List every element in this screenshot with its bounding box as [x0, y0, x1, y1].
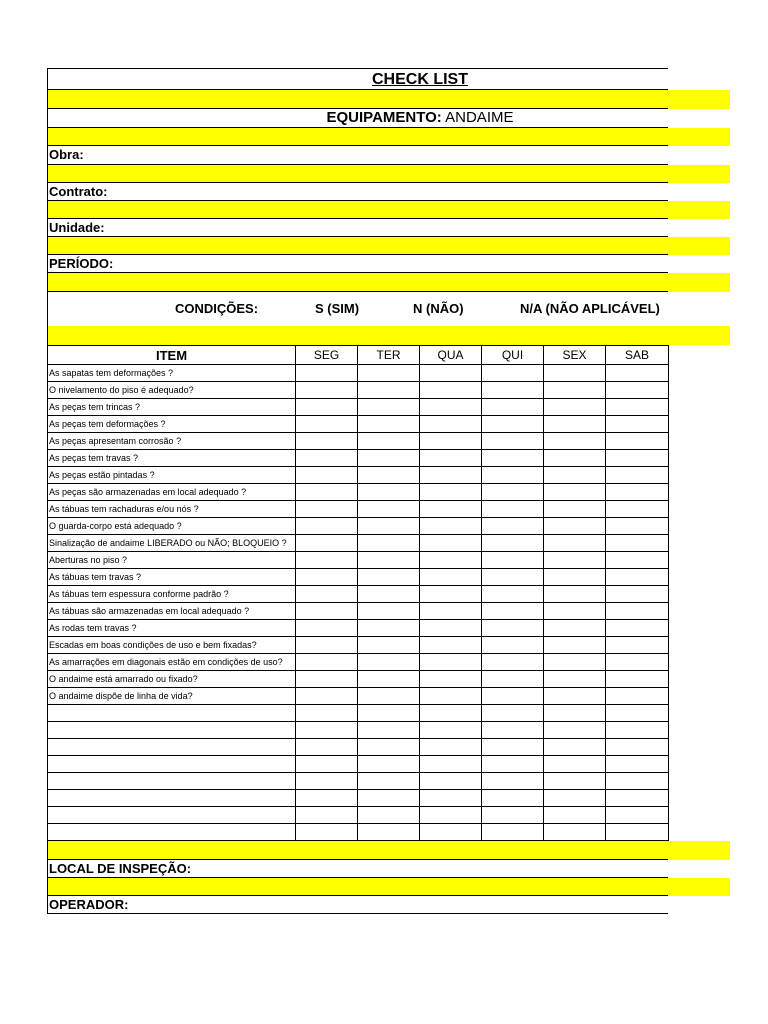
check-cell-qui[interactable] [482, 824, 544, 841]
table-row [48, 399, 669, 416]
check-cell-ter[interactable] [358, 620, 420, 637]
check-cell-ter[interactable] [358, 484, 420, 501]
check-cell-sab[interactable] [606, 807, 669, 824]
check-cell-seg[interactable] [296, 450, 358, 467]
table-row [48, 756, 669, 773]
check-cell-sab[interactable] [606, 467, 669, 484]
check-cell-ter[interactable] [358, 756, 420, 773]
unidade-field[interactable] [47, 219, 668, 237]
table-row [48, 688, 669, 705]
check-cell-qui[interactable] [482, 603, 544, 620]
item-question: As tábuas tem travas ? [48, 569, 296, 586]
condition-sim: S (SIM) [315, 301, 360, 316]
check-cell-qua[interactable] [420, 518, 482, 535]
check-cell-sab[interactable] [606, 824, 669, 841]
check-cell-qua[interactable] [420, 620, 482, 637]
yellow-band [47, 201, 730, 219]
table-row [48, 382, 669, 399]
check-cell-sex[interactable] [544, 671, 606, 688]
check-cell-seg[interactable] [296, 637, 358, 654]
check-cell-qui[interactable] [482, 773, 544, 790]
check-cell-ter[interactable] [358, 450, 420, 467]
check-cell-sab[interactable] [606, 722, 669, 739]
condition-na: N/A (NÃO APLICÁVEL) [520, 301, 660, 316]
table-row [48, 705, 669, 722]
check-cell-qua[interactable] [420, 569, 482, 586]
item-question: As peças tem trincas ? [48, 399, 296, 416]
table-row [48, 637, 669, 654]
check-cell-qua[interactable] [420, 535, 482, 552]
item-question [48, 824, 296, 841]
check-cell-sab[interactable] [606, 790, 669, 807]
table-row [48, 671, 669, 688]
check-cell-qua[interactable] [420, 501, 482, 518]
table-row [48, 501, 669, 518]
check-cell-ter[interactable] [358, 365, 420, 382]
obra-label: Obra: [49, 147, 84, 162]
table-row [48, 518, 669, 535]
check-cell-sab[interactable] [606, 705, 669, 722]
check-cell-qua[interactable] [420, 586, 482, 603]
check-cell-seg[interactable] [296, 824, 358, 841]
check-cell-sab[interactable] [606, 586, 669, 603]
check-cell-qua[interactable] [420, 416, 482, 433]
check-cell-seg[interactable] [296, 382, 358, 399]
check-cell-sab[interactable] [606, 620, 669, 637]
check-cell-qua[interactable] [420, 671, 482, 688]
item-question [48, 756, 296, 773]
local-inspecao-field[interactable] [47, 860, 668, 878]
check-cell-seg[interactable] [296, 552, 358, 569]
check-cell-sex[interactable] [544, 773, 606, 790]
check-cell-qua[interactable] [420, 824, 482, 841]
check-cell-qui[interactable] [482, 671, 544, 688]
column-header-ter: TER [358, 346, 420, 365]
column-header-seg: SEG [296, 346, 358, 365]
check-cell-seg[interactable] [296, 586, 358, 603]
check-cell-sab[interactable] [606, 399, 669, 416]
item-question: O nivelamento do piso é adequado? [48, 382, 296, 399]
check-cell-sex[interactable] [544, 365, 606, 382]
check-cell-qui[interactable] [482, 688, 544, 705]
check-cell-qua[interactable] [420, 637, 482, 654]
check-cell-qua[interactable] [420, 552, 482, 569]
check-cell-ter[interactable] [358, 824, 420, 841]
table-row [48, 365, 669, 382]
check-cell-sab[interactable] [606, 603, 669, 620]
yellow-band [47, 878, 730, 896]
check-cell-qui[interactable] [482, 433, 544, 450]
item-question: Aberturas no piso ? [48, 552, 296, 569]
check-cell-sex[interactable] [544, 688, 606, 705]
table-row [48, 467, 669, 484]
check-cell-ter[interactable] [358, 790, 420, 807]
check-cell-qua[interactable] [420, 773, 482, 790]
item-question [48, 705, 296, 722]
check-cell-seg[interactable] [296, 484, 358, 501]
check-cell-seg[interactable] [296, 433, 358, 450]
check-cell-seg[interactable] [296, 603, 358, 620]
column-header-sab: SAB [606, 346, 669, 365]
check-cell-seg[interactable] [296, 739, 358, 756]
table-row [48, 535, 669, 552]
yellow-band [47, 128, 730, 146]
operador-field[interactable] [47, 896, 668, 914]
check-cell-sab[interactable] [606, 433, 669, 450]
check-cell-qua[interactable] [420, 807, 482, 824]
check-cell-qui[interactable] [482, 399, 544, 416]
check-cell-sex[interactable] [544, 637, 606, 654]
check-cell-sex[interactable] [544, 450, 606, 467]
check-cell-sab[interactable] [606, 773, 669, 790]
check-cell-qui[interactable] [482, 501, 544, 518]
check-cell-qui[interactable] [482, 365, 544, 382]
yellow-band [47, 165, 730, 183]
check-cell-sab[interactable] [606, 552, 669, 569]
check-cell-qua[interactable] [420, 365, 482, 382]
condition-nao: N (NÃO) [413, 301, 464, 316]
check-cell-qua[interactable] [420, 467, 482, 484]
check-cell-sab[interactable] [606, 518, 669, 535]
item-question: As peças tem travas ? [48, 450, 296, 467]
check-cell-ter[interactable] [358, 671, 420, 688]
check-cell-ter[interactable] [358, 518, 420, 535]
check-cell-seg[interactable] [296, 705, 358, 722]
check-cell-ter[interactable] [358, 603, 420, 620]
check-cell-ter[interactable] [358, 722, 420, 739]
check-cell-seg[interactable] [296, 501, 358, 518]
table-row [48, 416, 669, 433]
check-cell-qui[interactable] [482, 722, 544, 739]
check-cell-sex[interactable] [544, 382, 606, 399]
check-cell-sex[interactable] [544, 552, 606, 569]
item-question [48, 807, 296, 824]
check-cell-sab[interactable] [606, 382, 669, 399]
contrato-label: Contrato: [49, 184, 108, 199]
yellow-band [47, 273, 730, 292]
check-cell-qua[interactable] [420, 756, 482, 773]
check-cell-sab[interactable] [606, 501, 669, 518]
check-cell-seg[interactable] [296, 416, 358, 433]
item-question: As peças estão pintadas ? [48, 467, 296, 484]
check-cell-seg[interactable] [296, 569, 358, 586]
column-header-item: ITEM [48, 346, 296, 365]
check-cell-qui[interactable] [482, 382, 544, 399]
check-cell-qui[interactable] [482, 518, 544, 535]
column-header-qua: QUA [420, 346, 482, 365]
item-question [48, 790, 296, 807]
checklist-sheet [47, 68, 730, 914]
item-question: O guarda-corpo está adequado ? [48, 518, 296, 535]
check-cell-ter[interactable] [358, 807, 420, 824]
check-cell-ter[interactable] [358, 501, 420, 518]
check-cell-qua[interactable] [420, 722, 482, 739]
check-cell-ter[interactable] [358, 739, 420, 756]
item-question: As amarrações em diagonais estão em condições de uso? [48, 654, 296, 671]
checklist-title-row [47, 68, 668, 90]
check-cell-seg[interactable] [296, 773, 358, 790]
item-question: O andaime dispõe de linha de vida? [48, 688, 296, 705]
check-cell-sex[interactable] [544, 467, 606, 484]
check-cell-seg[interactable] [296, 467, 358, 484]
item-question [48, 739, 296, 756]
periodo-field[interactable] [47, 255, 668, 273]
check-cell-sex[interactable] [544, 518, 606, 535]
check-cell-ter[interactable] [358, 705, 420, 722]
check-cell-ter[interactable] [358, 382, 420, 399]
column-header-sex: SEX [544, 346, 606, 365]
check-cell-qua[interactable] [420, 382, 482, 399]
check-cell-sex[interactable] [544, 739, 606, 756]
check-cell-sab[interactable] [606, 671, 669, 688]
table-row [48, 552, 669, 569]
table-row [48, 824, 669, 841]
table-header [48, 346, 669, 365]
table-row [48, 586, 669, 603]
check-cell-sex[interactable] [544, 501, 606, 518]
check-cell-ter[interactable] [358, 552, 420, 569]
table-row [48, 790, 669, 807]
item-question: As tábuas tem espessura conforme padrão ? [48, 586, 296, 603]
check-cell-ter[interactable] [358, 569, 420, 586]
item-question: As peças tem deformações ? [48, 416, 296, 433]
periodo-label: PERÍODO: [49, 256, 114, 271]
check-cell-qui[interactable] [482, 569, 544, 586]
item-question: Escadas em boas condições de uso e bem fixadas? [48, 637, 296, 654]
check-cell-sex[interactable] [544, 756, 606, 773]
page-title: CHECK LIST [372, 71, 468, 88]
check-cell-seg[interactable] [296, 688, 358, 705]
check-cell-sab[interactable] [606, 637, 669, 654]
table-row [48, 654, 669, 671]
check-cell-sab[interactable] [606, 569, 669, 586]
check-cell-seg[interactable] [296, 756, 358, 773]
item-question: As rodas tem travas ? [48, 620, 296, 637]
item-question: Sinalização de andaime LIBERADO ou NÃO; BLOQUEIO ? [48, 535, 296, 552]
check-cell-ter[interactable] [358, 654, 420, 671]
check-cell-qua[interactable] [420, 484, 482, 501]
item-question: As tábuas são armazenadas em local adequado ? [48, 603, 296, 620]
check-cell-qui[interactable] [482, 467, 544, 484]
check-cell-seg[interactable] [296, 365, 358, 382]
obra-field[interactable] [47, 146, 668, 165]
equipment-label: EQUIPAMENTO: [326, 109, 442, 126]
check-cell-qua[interactable] [420, 654, 482, 671]
check-cell-sab[interactable] [606, 535, 669, 552]
check-cell-sab[interactable] [606, 756, 669, 773]
check-cell-qua[interactable] [420, 705, 482, 722]
operador-label: OPERADOR: [49, 897, 129, 912]
check-cell-sex[interactable] [544, 722, 606, 739]
item-question: As tábuas tem rachaduras e/ou nós ? [48, 501, 296, 518]
conditions-legend [47, 292, 668, 326]
check-cell-sab[interactable] [606, 416, 669, 433]
check-cell-seg[interactable] [296, 654, 358, 671]
check-cell-qua[interactable] [420, 790, 482, 807]
check-cell-qui[interactable] [482, 807, 544, 824]
table-row [48, 739, 669, 756]
check-cell-ter[interactable] [358, 535, 420, 552]
column-header-qui: QUI [482, 346, 544, 365]
table-row [48, 620, 669, 637]
check-cell-sex[interactable] [544, 569, 606, 586]
item-question: As peças apresentam corrosão ? [48, 433, 296, 450]
check-cell-qua[interactable] [420, 603, 482, 620]
check-cell-seg[interactable] [296, 671, 358, 688]
check-cell-sex[interactable] [544, 433, 606, 450]
check-cell-seg[interactable] [296, 518, 358, 535]
check-cell-ter[interactable] [358, 433, 420, 450]
check-cell-seg[interactable] [296, 399, 358, 416]
check-cell-sab[interactable] [606, 365, 669, 382]
table-row [48, 722, 669, 739]
check-cell-sab[interactable] [606, 450, 669, 467]
check-cell-sab[interactable] [606, 484, 669, 501]
check-cell-qui[interactable] [482, 637, 544, 654]
equipment-row [47, 109, 668, 128]
check-cell-qui[interactable] [482, 756, 544, 773]
check-cell-seg[interactable] [296, 722, 358, 739]
check-cell-ter[interactable] [358, 399, 420, 416]
yellow-band [47, 237, 730, 255]
yellow-band [47, 90, 730, 109]
check-cell-qui[interactable] [482, 552, 544, 569]
contrato-field[interactable] [47, 183, 668, 201]
check-cell-sex[interactable] [544, 484, 606, 501]
check-cell-ter[interactable] [358, 688, 420, 705]
item-question: O andaime está amarrado ou fixado? [48, 671, 296, 688]
table-row [48, 807, 669, 824]
check-cell-ter[interactable] [358, 586, 420, 603]
check-cell-sex[interactable] [544, 620, 606, 637]
check-cell-qui[interactable] [482, 586, 544, 603]
check-cell-qui[interactable] [482, 739, 544, 756]
check-cell-sex[interactable] [544, 399, 606, 416]
check-cell-ter[interactable] [358, 637, 420, 654]
check-cell-qua[interactable] [420, 399, 482, 416]
check-cell-sex[interactable] [544, 535, 606, 552]
check-cell-seg[interactable] [296, 535, 358, 552]
conditions-label: CONDIÇÕES: [175, 301, 259, 316]
item-question: As peças são armazenadas em local adequado ? [48, 484, 296, 501]
check-cell-sex[interactable] [544, 416, 606, 433]
check-cell-qui[interactable] [482, 654, 544, 671]
check-cell-qua[interactable] [420, 450, 482, 467]
check-cell-qui[interactable] [482, 790, 544, 807]
checklist-table [47, 345, 669, 841]
table-row [48, 484, 669, 501]
check-cell-qui[interactable] [482, 620, 544, 637]
equipment-value: ANDAIME [445, 109, 514, 126]
check-cell-sex[interactable] [544, 705, 606, 722]
item-question [48, 722, 296, 739]
table-row [48, 433, 669, 450]
check-cell-qui[interactable] [482, 484, 544, 501]
check-cell-sex[interactable] [544, 603, 606, 620]
check-cell-seg[interactable] [296, 620, 358, 637]
local-inspecao-label: LOCAL DE INSPEÇÃO: [49, 861, 192, 876]
yellow-band [47, 841, 730, 860]
check-cell-qui[interactable] [482, 416, 544, 433]
yellow-band [47, 326, 730, 345]
check-cell-sab[interactable] [606, 739, 669, 756]
check-cell-sex[interactable] [544, 654, 606, 671]
check-cell-seg[interactable] [296, 807, 358, 824]
check-cell-qua[interactable] [420, 688, 482, 705]
check-cell-sex[interactable] [544, 824, 606, 841]
table-row [48, 450, 669, 467]
item-question [48, 773, 296, 790]
check-cell-sab[interactable] [606, 688, 669, 705]
table-row [48, 603, 669, 620]
table-row [48, 773, 669, 790]
check-cell-qua[interactable] [420, 739, 482, 756]
check-cell-qui[interactable] [482, 705, 544, 722]
check-cell-seg[interactable] [296, 790, 358, 807]
check-cell-qua[interactable] [420, 433, 482, 450]
check-cell-sex[interactable] [544, 807, 606, 824]
check-cell-qui[interactable] [482, 535, 544, 552]
item-question: As sapatas tem deformações ? [48, 365, 296, 382]
table-row [48, 569, 669, 586]
check-cell-ter[interactable] [358, 416, 420, 433]
check-cell-qui[interactable] [482, 450, 544, 467]
check-cell-sex[interactable] [544, 790, 606, 807]
check-cell-sex[interactable] [544, 586, 606, 603]
check-cell-ter[interactable] [358, 467, 420, 484]
unidade-label: Unidade: [49, 220, 105, 235]
check-cell-sab[interactable] [606, 654, 669, 671]
check-cell-ter[interactable] [358, 773, 420, 790]
